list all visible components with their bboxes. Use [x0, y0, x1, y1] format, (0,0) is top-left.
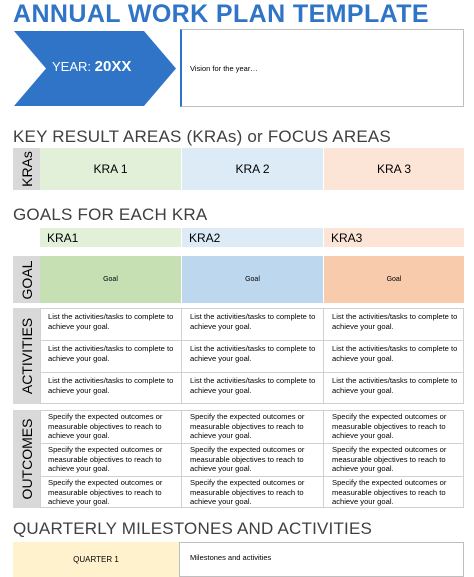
- kra-2-cell[interactable]: KRA 2: [182, 148, 323, 190]
- outcomes-side-label-text: OUTCOMES: [18, 418, 35, 500]
- outcome-cell[interactable]: Specify the expected outcomes or measurable objectives to reach to achieve your goal.: [48, 445, 163, 474]
- kras-side-label: [13, 148, 40, 190]
- activity-cell[interactable]: List the activities/tasks to complete to achieve your goal.: [332, 376, 458, 395]
- goal-cell-1[interactable]: Goal: [40, 256, 181, 303]
- outcome-cell[interactable]: Specify the expected outcomes or measurable objectives to reach to achieve your goal.: [332, 445, 447, 474]
- goals-section-heading: GOALS FOR EACH KRA: [13, 205, 208, 224]
- year-label-text: YEAR:: [52, 59, 92, 74]
- outcome-cell[interactable]: Specify the expected outcomes or measurable objectives to reach to achieve your goal.: [190, 445, 305, 474]
- goal-side-label: [13, 256, 40, 303]
- outcomes-side-label: [13, 410, 40, 508]
- activities-side-label-text: ACTIVITIES: [18, 317, 35, 395]
- outcome-cell[interactable]: Specify the expected outcomes or measurable objectives to reach to achieve your goal.: [48, 412, 163, 441]
- milestones-section-heading: QUARTERLY MILESTONES AND ACTIVITIES: [13, 519, 373, 538]
- milestones-placeholder: Milestones and activities: [190, 553, 272, 562]
- kras-side-label-text: KRAs: [18, 151, 35, 187]
- year-label: [52, 58, 131, 75]
- year-value[interactable]: 20XX: [94, 58, 132, 75]
- outcome-cell[interactable]: Specify the expected outcomes or measurable objectives to reach to achieve your goal.: [332, 478, 447, 507]
- goal-side-label-text: GOAL: [18, 260, 35, 299]
- vision-box[interactable]: [180, 29, 464, 107]
- activity-cell[interactable]: List the activities/tasks to complete to achieve your goal.: [332, 344, 458, 363]
- goals-column-kra1: KRA1: [40, 228, 181, 247]
- kra-section-heading: KEY RESULT AREAS (KRAs) or FOCUS AREAS: [13, 127, 391, 146]
- goal-cell-3[interactable]: Goal: [324, 256, 464, 303]
- outcome-cell[interactable]: Specify the expected outcomes or measurable objectives to reach to achieve your goal.: [190, 412, 305, 441]
- activity-cell[interactable]: List the activities/tasks to complete to achieve your goal.: [190, 312, 316, 331]
- outcome-cell[interactable]: Specify the expected outcomes or measurable objectives to reach to achieve your goal.: [190, 478, 305, 507]
- outcome-cell[interactable]: Specify the expected outcomes or measurable objectives to reach to achieve your goal.: [332, 412, 447, 441]
- activity-cell[interactable]: List the activities/tasks to complete to achieve your goal.: [332, 312, 458, 331]
- activity-cell[interactable]: List the activities/tasks to complete to achieve your goal.: [48, 312, 174, 331]
- activity-cell[interactable]: List the activities/tasks to complete to achieve your goal.: [48, 376, 174, 395]
- goals-column-kra2: KRA2: [182, 228, 323, 247]
- activity-cell[interactable]: List the activities/tasks to complete to achieve your goal.: [190, 344, 316, 363]
- page-title: ANNUAL WORK PLAN TEMPLATE: [13, 0, 429, 28]
- activity-cell[interactable]: List the activities/tasks to complete to achieve your goal.: [48, 344, 174, 363]
- vision-placeholder: Vision for the year…: [190, 64, 258, 73]
- kra-1-cell[interactable]: KRA 1: [40, 148, 181, 190]
- goal-cell-2[interactable]: Goal: [182, 256, 323, 303]
- quarter-1-milestones-box[interactable]: [179, 542, 464, 577]
- activities-side-label: [13, 308, 40, 404]
- outcome-cell[interactable]: Specify the expected outcomes or measurable objectives to reach to achieve your goal.: [48, 478, 163, 507]
- kra-3-cell[interactable]: KRA 3: [324, 148, 464, 190]
- quarter-1-label: QUARTER 1: [13, 542, 179, 577]
- activity-cell[interactable]: List the activities/tasks to complete to achieve your goal.: [190, 376, 316, 395]
- goals-column-kra3: KRA3: [324, 228, 464, 247]
